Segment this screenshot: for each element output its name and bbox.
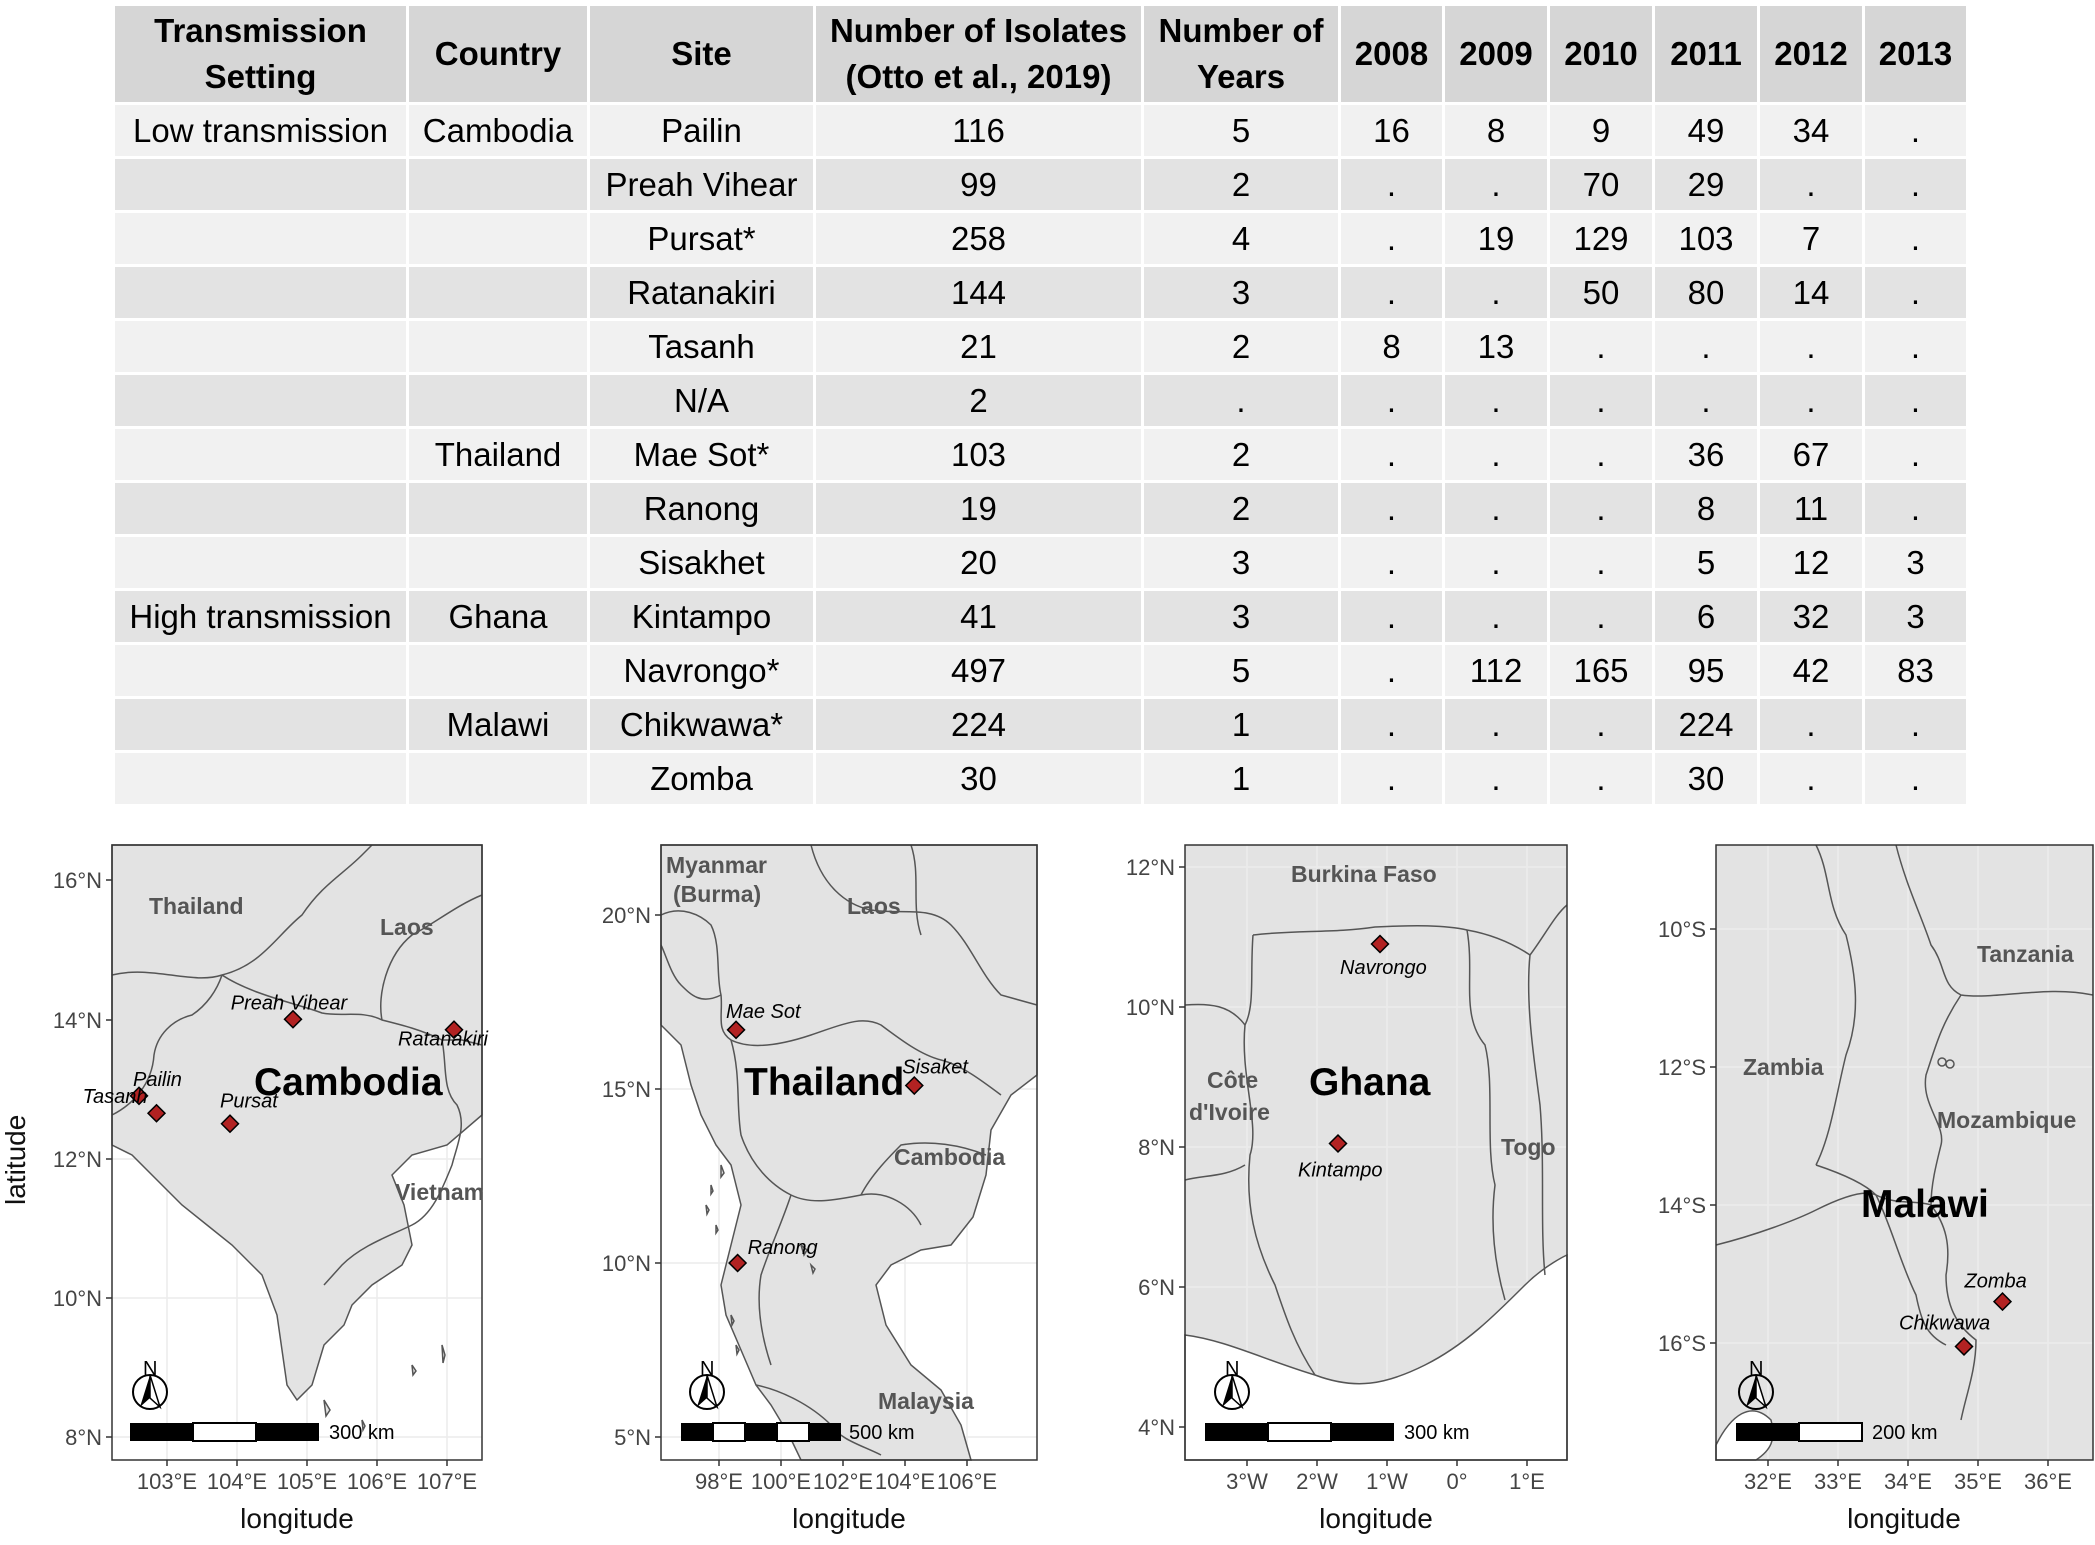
table-cell bbox=[114, 752, 408, 806]
table-cell: 30 bbox=[815, 752, 1143, 806]
table-cell: . bbox=[1340, 698, 1444, 752]
map-country-title: Malawi bbox=[1861, 1183, 1989, 1226]
table-cell bbox=[408, 536, 589, 590]
table-cell: . bbox=[1759, 374, 1864, 428]
column-header: Site bbox=[589, 5, 815, 104]
table-cell: 36 bbox=[1654, 428, 1759, 482]
table-cell: 8 bbox=[1444, 104, 1549, 158]
column-header: Number of Years bbox=[1143, 5, 1340, 104]
table-cell: Chikwawa* bbox=[589, 698, 815, 752]
site-label: Kintampo bbox=[1298, 1159, 1383, 1182]
table-cell: . bbox=[1549, 374, 1654, 428]
table-cell bbox=[114, 482, 408, 536]
x-tick-label: 106°E bbox=[346, 1469, 408, 1494]
table-cell: Preah Vihear bbox=[589, 158, 815, 212]
map-country-label: Cambodia bbox=[894, 1144, 1006, 1170]
table-cell: . bbox=[1340, 752, 1444, 806]
table-cell: . bbox=[1444, 698, 1549, 752]
table-cell: Pursat* bbox=[589, 212, 815, 266]
table-row bbox=[114, 374, 1968, 428]
table-cell bbox=[114, 158, 408, 212]
table-row bbox=[114, 320, 1968, 374]
y-tick-label: 8°N bbox=[65, 1425, 102, 1450]
map-country-label: Togo bbox=[1501, 1134, 1556, 1160]
y-tick-label: 14°N bbox=[52, 1008, 102, 1033]
table-cell: . bbox=[1549, 482, 1654, 536]
malawi-map bbox=[1658, 845, 2093, 1545]
table-cell: 70 bbox=[1549, 158, 1654, 212]
map-country-label: Laos bbox=[847, 893, 901, 919]
column-header: 2012 bbox=[1759, 5, 1864, 104]
table-cell bbox=[408, 482, 589, 536]
table-cell: . bbox=[1654, 320, 1759, 374]
table-cell: Sisakhet bbox=[589, 536, 815, 590]
table-cell: 165 bbox=[1549, 644, 1654, 698]
table-cell: 6 bbox=[1654, 590, 1759, 644]
table-cell: . bbox=[1549, 590, 1654, 644]
y-tick-label: 20°N bbox=[601, 903, 651, 928]
thailand-map bbox=[601, 845, 1037, 1545]
table-cell bbox=[114, 644, 408, 698]
table-cell: Pailin bbox=[589, 104, 815, 158]
y-tick-label: 10°N bbox=[52, 1286, 102, 1311]
svg-text:N: N bbox=[1749, 1358, 1764, 1380]
table-cell: . bbox=[1444, 266, 1549, 320]
table-cell: 21 bbox=[815, 320, 1143, 374]
x-tick-label: 0° bbox=[1446, 1469, 1468, 1494]
site-label: Zomba bbox=[1964, 1270, 2027, 1293]
x-tick-label: 2°W bbox=[1296, 1469, 1338, 1494]
table-cell: 29 bbox=[1654, 158, 1759, 212]
y-tick-label: 4°N bbox=[1138, 1415, 1175, 1440]
table-cell: N/A bbox=[589, 374, 815, 428]
table-cell: . bbox=[1864, 428, 1968, 482]
table-cell: 8 bbox=[1654, 482, 1759, 536]
table-cell: 224 bbox=[1654, 698, 1759, 752]
table-cell: 2 bbox=[1143, 158, 1340, 212]
table-cell: 2 bbox=[1143, 320, 1340, 374]
table-cell: Tasanh bbox=[589, 320, 815, 374]
column-header: Country bbox=[408, 5, 589, 104]
table-cell: 103 bbox=[815, 428, 1143, 482]
column-header: 2008 bbox=[1340, 5, 1444, 104]
table-cell: 5 bbox=[1143, 644, 1340, 698]
table-cell: 20 bbox=[815, 536, 1143, 590]
column-header: Number of Isolates (Otto et al., 2019) bbox=[815, 5, 1143, 104]
scale-bar bbox=[1736, 1422, 1938, 1444]
table-row bbox=[114, 482, 1968, 536]
site-label: Pailin bbox=[133, 1068, 182, 1091]
table-cell: 8 bbox=[1340, 320, 1444, 374]
table-cell: . bbox=[1340, 536, 1444, 590]
table-cell: . bbox=[1340, 212, 1444, 266]
table-cell: 2 bbox=[815, 374, 1143, 428]
ghana-map bbox=[1125, 845, 1567, 1545]
table-cell: 258 bbox=[815, 212, 1143, 266]
table-row bbox=[114, 266, 1968, 320]
cambodia-map bbox=[52, 845, 488, 1545]
table-cell: 99 bbox=[815, 158, 1143, 212]
table-cell bbox=[114, 212, 408, 266]
table-cell: 50 bbox=[1549, 266, 1654, 320]
table-cell bbox=[114, 320, 408, 374]
column-header: 2011 bbox=[1654, 5, 1759, 104]
table-cell: 12 bbox=[1759, 536, 1864, 590]
map-country-label: d'Ivoire bbox=[1189, 1099, 1270, 1125]
y-tick-label: 10°N bbox=[1125, 995, 1175, 1020]
table-cell: 144 bbox=[815, 266, 1143, 320]
table-cell: 103 bbox=[1654, 212, 1759, 266]
table-cell bbox=[114, 428, 408, 482]
table-cell: . bbox=[1340, 482, 1444, 536]
table-cell: . bbox=[1444, 482, 1549, 536]
table-cell: Malawi bbox=[408, 698, 589, 752]
map-country-label: Myanmar bbox=[666, 852, 767, 878]
table-cell: . bbox=[1340, 644, 1444, 698]
table-cell: . bbox=[1549, 320, 1654, 374]
map-country-label: Thailand bbox=[149, 893, 244, 919]
table-cell: . bbox=[1444, 428, 1549, 482]
table-cell: Low transmission bbox=[114, 104, 408, 158]
map-country-title: Ghana bbox=[1309, 1061, 1431, 1104]
table-cell: 11 bbox=[1759, 482, 1864, 536]
x-axis-label: longitude bbox=[1847, 1503, 1961, 1534]
table-cell: 41 bbox=[815, 590, 1143, 644]
site-label: Ranong bbox=[747, 1237, 818, 1259]
table-cell: 3 bbox=[1864, 536, 1968, 590]
table-cell: . bbox=[1864, 698, 1968, 752]
table-cell: . bbox=[1340, 374, 1444, 428]
table-cell: . bbox=[1759, 158, 1864, 212]
table-cell: . bbox=[1340, 266, 1444, 320]
table-cell: 224 bbox=[815, 698, 1143, 752]
table-cell bbox=[114, 536, 408, 590]
y-tick-label: 10°S bbox=[1658, 917, 1706, 942]
table-cell: . bbox=[1549, 428, 1654, 482]
table-cell: . bbox=[1759, 752, 1864, 806]
table-cell: 7 bbox=[1759, 212, 1864, 266]
table-cell: . bbox=[1864, 212, 1968, 266]
svg-text:300 km: 300 km bbox=[329, 1422, 395, 1444]
x-tick-label: 105°E bbox=[276, 1469, 338, 1494]
table-cell bbox=[408, 158, 589, 212]
table-cell: Thailand bbox=[408, 428, 589, 482]
y-tick-label: 12°S bbox=[1658, 1055, 1706, 1080]
table-cell: 2 bbox=[1143, 482, 1340, 536]
x-tick-label: 106°E bbox=[936, 1469, 998, 1494]
x-tick-label: 102°E bbox=[812, 1469, 874, 1494]
table-cell: 95 bbox=[1654, 644, 1759, 698]
table-cell: . bbox=[1864, 104, 1968, 158]
table-cell: . bbox=[1549, 698, 1654, 752]
site-label: Sisaket bbox=[902, 1056, 968, 1079]
table-cell: 3 bbox=[1143, 590, 1340, 644]
x-axis-label: longitude bbox=[1319, 1503, 1433, 1534]
site-label: Ratanakiri bbox=[397, 1028, 488, 1051]
table-cell: 32 bbox=[1759, 590, 1864, 644]
y-tick-label: 5°N bbox=[614, 1425, 651, 1450]
table-cell: . bbox=[1340, 590, 1444, 644]
map-country-label: Vietnam bbox=[395, 1179, 485, 1205]
scale-bar bbox=[681, 1422, 915, 1444]
table-cell: Ranong bbox=[589, 482, 815, 536]
svg-text:N: N bbox=[700, 1358, 715, 1380]
table-cell: 3 bbox=[1143, 266, 1340, 320]
table-cell: 42 bbox=[1759, 644, 1864, 698]
table-cell: 49 bbox=[1654, 104, 1759, 158]
column-header: 2009 bbox=[1444, 5, 1549, 104]
table-cell: 19 bbox=[1444, 212, 1549, 266]
table-cell: 83 bbox=[1864, 644, 1968, 698]
table-cell: . bbox=[1444, 536, 1549, 590]
svg-text:N: N bbox=[143, 1358, 158, 1380]
y-tick-label: 12°N bbox=[1125, 855, 1175, 880]
table-cell: . bbox=[1654, 374, 1759, 428]
map-country-label: Burkina Faso bbox=[1291, 861, 1437, 887]
table-cell: 116 bbox=[815, 104, 1143, 158]
x-tick-label: 33°E bbox=[1814, 1469, 1862, 1494]
table-cell: Mae Sot* bbox=[589, 428, 815, 482]
table-cell: . bbox=[1444, 590, 1549, 644]
table-cell: 1 bbox=[1143, 698, 1340, 752]
y-tick-label: 16°S bbox=[1658, 1331, 1706, 1356]
table-cell bbox=[408, 644, 589, 698]
table-cell: Cambodia bbox=[408, 104, 589, 158]
x-axis-label: longitude bbox=[240, 1503, 354, 1534]
table-cell: . bbox=[1444, 158, 1549, 212]
x-tick-label: 107°E bbox=[416, 1469, 478, 1494]
map-country-label: Tanzania bbox=[1977, 941, 2074, 967]
scale-bar bbox=[1205, 1422, 1470, 1444]
x-tick-label: 98°E bbox=[695, 1469, 743, 1494]
table-cell: 3 bbox=[1143, 536, 1340, 590]
table-cell: 129 bbox=[1549, 212, 1654, 266]
table-cell: 80 bbox=[1654, 266, 1759, 320]
table-cell bbox=[408, 752, 589, 806]
table-cell: 19 bbox=[815, 482, 1143, 536]
table-cell: 14 bbox=[1759, 266, 1864, 320]
y-tick-label: 6°N bbox=[1138, 1275, 1175, 1300]
site-label: Preah Vihear bbox=[230, 992, 348, 1015]
table-cell: 30 bbox=[1654, 752, 1759, 806]
map-country-label: Malaysia bbox=[878, 1388, 974, 1414]
table-cell: . bbox=[1864, 266, 1968, 320]
table-cell: . bbox=[1864, 158, 1968, 212]
table-row bbox=[114, 212, 1968, 266]
site-label: Mae Sot bbox=[726, 1000, 801, 1023]
y-tick-label: 8°N bbox=[1138, 1135, 1175, 1160]
isolates-table bbox=[112, 3, 1969, 807]
y-axis-label: latitude bbox=[0, 1114, 31, 1205]
x-tick-label: 103°E bbox=[136, 1469, 198, 1494]
map-country-title: Thailand bbox=[744, 1061, 905, 1104]
table-cell: 4 bbox=[1143, 212, 1340, 266]
table-cell: . bbox=[1864, 320, 1968, 374]
table-cell bbox=[408, 266, 589, 320]
table-row bbox=[114, 536, 1968, 590]
table-cell: 5 bbox=[1654, 536, 1759, 590]
map-country-label: Zambia bbox=[1743, 1054, 1824, 1080]
table-row bbox=[114, 752, 1968, 806]
table-cell: . bbox=[1143, 374, 1340, 428]
x-tick-label: 3°W bbox=[1226, 1469, 1268, 1494]
table-cell: 16 bbox=[1340, 104, 1444, 158]
table-cell: Ratanakiri bbox=[589, 266, 815, 320]
table-row bbox=[114, 644, 1968, 698]
table-cell: . bbox=[1864, 752, 1968, 806]
table-cell: . bbox=[1864, 374, 1968, 428]
map-country-label: Côte bbox=[1207, 1067, 1259, 1093]
x-tick-label: 36°E bbox=[2024, 1469, 2072, 1494]
site-label: Chikwawa bbox=[1899, 1312, 1991, 1335]
column-header: 2010 bbox=[1549, 5, 1654, 104]
map-country-label: Laos bbox=[380, 914, 434, 940]
table-cell: 34 bbox=[1759, 104, 1864, 158]
y-tick-label: 14°S bbox=[1658, 1193, 1706, 1218]
table-cell: 3 bbox=[1864, 590, 1968, 644]
table-cell: Ghana bbox=[408, 590, 589, 644]
map-country-title: Cambodia bbox=[254, 1061, 443, 1104]
column-header: Transmission Setting bbox=[114, 5, 408, 104]
column-header: 2013 bbox=[1864, 5, 1968, 104]
site-label: Navrongo bbox=[1340, 957, 1427, 979]
table-cell bbox=[408, 212, 589, 266]
table-cell: 9 bbox=[1549, 104, 1654, 158]
table-cell: 1 bbox=[1143, 752, 1340, 806]
table-cell: . bbox=[1759, 698, 1864, 752]
site-label: Pursat bbox=[220, 1090, 278, 1113]
table-row bbox=[114, 590, 1968, 644]
table-cell: 67 bbox=[1759, 428, 1864, 482]
table-cell: . bbox=[1340, 158, 1444, 212]
site-label: Tasanh bbox=[82, 1086, 148, 1109]
table-cell: 5 bbox=[1143, 104, 1340, 158]
table-cell bbox=[408, 374, 589, 428]
table-row bbox=[114, 428, 1968, 482]
svg-text:500 km: 500 km bbox=[849, 1422, 915, 1444]
table-row bbox=[114, 158, 1968, 212]
table-cell: . bbox=[1444, 752, 1549, 806]
table-cell: 497 bbox=[815, 644, 1143, 698]
map-country-label: Mozambique bbox=[1937, 1107, 2077, 1133]
svg-text:300 km: 300 km bbox=[1404, 1422, 1470, 1444]
table-cell bbox=[114, 266, 408, 320]
table-row bbox=[114, 104, 1968, 158]
x-tick-label: 35°E bbox=[1954, 1469, 2002, 1494]
x-tick-label: 104°E bbox=[206, 1469, 268, 1494]
table-cell: . bbox=[1444, 374, 1549, 428]
table-cell: High transmission bbox=[114, 590, 408, 644]
table-cell: Navrongo* bbox=[589, 644, 815, 698]
table-header-row bbox=[114, 5, 1968, 104]
table-cell bbox=[114, 374, 408, 428]
svg-text:200 km: 200 km bbox=[1872, 1422, 1938, 1444]
y-tick-label: 16°N bbox=[52, 868, 102, 893]
x-tick-label: 1°E bbox=[1509, 1469, 1545, 1494]
y-tick-label: 10°N bbox=[601, 1251, 651, 1276]
x-tick-label: 1°W bbox=[1366, 1469, 1408, 1494]
y-tick-label: 15°N bbox=[601, 1077, 651, 1102]
x-tick-label: 34°E bbox=[1884, 1469, 1932, 1494]
table-cell: 2 bbox=[1143, 428, 1340, 482]
table-cell bbox=[114, 698, 408, 752]
table-cell: . bbox=[1549, 536, 1654, 590]
table-cell: . bbox=[1549, 752, 1654, 806]
table-cell bbox=[408, 320, 589, 374]
table-cell: 112 bbox=[1444, 644, 1549, 698]
map-country-label: (Burma) bbox=[673, 881, 762, 907]
y-tick-label: 12°N bbox=[52, 1147, 102, 1172]
x-tick-label: 104°E bbox=[874, 1469, 936, 1494]
table-cell: . bbox=[1864, 482, 1968, 536]
x-axis-label: longitude bbox=[792, 1503, 906, 1534]
table-cell: 13 bbox=[1444, 320, 1549, 374]
svg-text:N: N bbox=[1225, 1358, 1240, 1380]
table-cell: Kintampo bbox=[589, 590, 815, 644]
x-tick-label: 32°E bbox=[1744, 1469, 1792, 1494]
x-tick-label: 100°E bbox=[750, 1469, 812, 1494]
table-cell: . bbox=[1340, 428, 1444, 482]
table-cell: Zomba bbox=[589, 752, 815, 806]
table-cell: . bbox=[1759, 320, 1864, 374]
scale-bar bbox=[130, 1422, 395, 1444]
table-row bbox=[114, 698, 1968, 752]
